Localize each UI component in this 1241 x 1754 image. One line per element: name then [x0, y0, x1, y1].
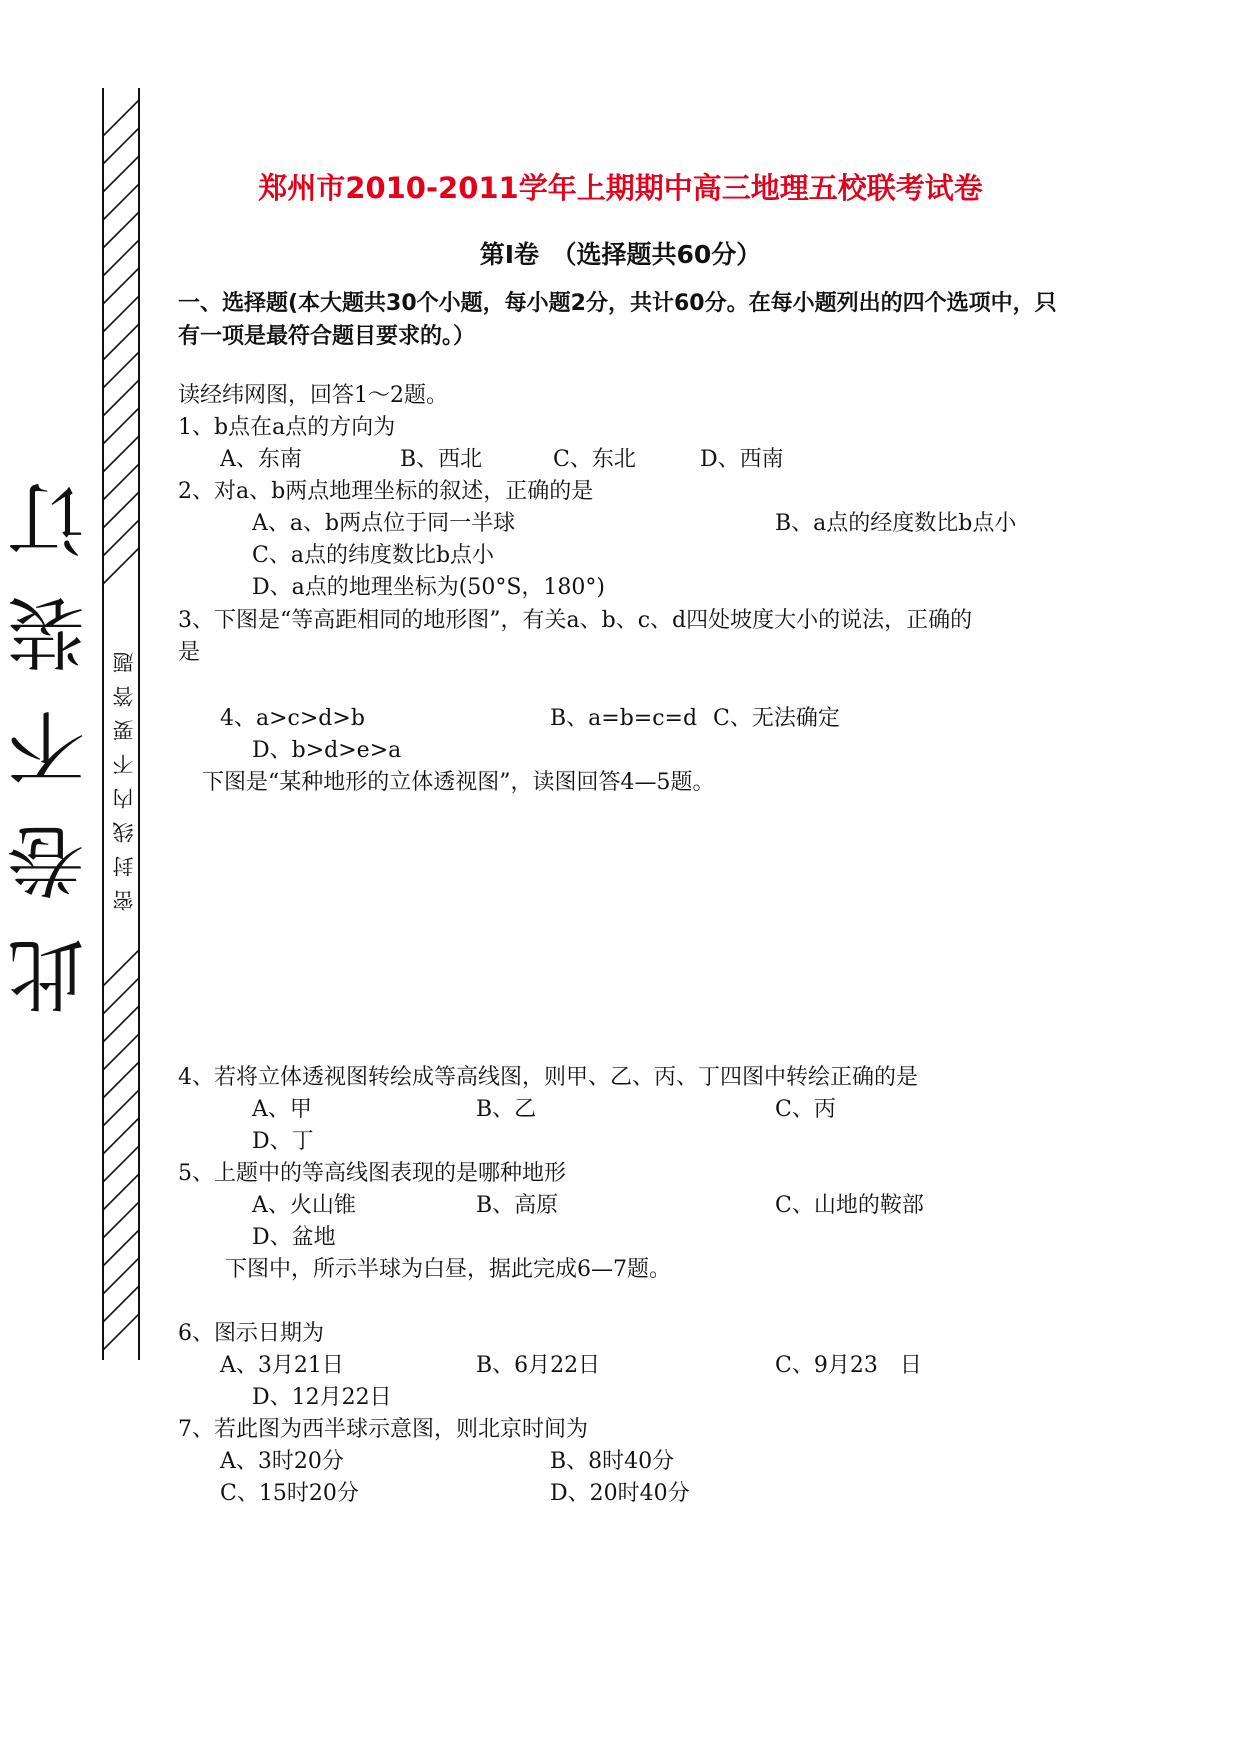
hatch-line	[103, 268, 139, 304]
q1-option-a: A、东南	[220, 447, 302, 472]
hatch-line	[103, 324, 139, 360]
q4-option-c: C、丙	[775, 1097, 836, 1122]
hatch-line	[103, 1090, 139, 1126]
q5-option-c: C、山地的鞍部	[775, 1193, 924, 1218]
q6-option-c: C、9月23 日	[775, 1353, 922, 1378]
q2-option-c: C、a点的纬度数比b点小	[252, 543, 495, 568]
q4-option-a: A、甲	[252, 1097, 312, 1122]
q6-option-d: D、12月22日	[252, 1385, 392, 1410]
hatch-line	[103, 436, 139, 472]
q2-option-d: D、a点的地理坐标为(50°S，180°)	[252, 575, 605, 600]
intro-2: 下图是“某种地形的立体透视图”，读图回答4—5题。	[202, 770, 715, 795]
intro-1: 读经纬网图，回答1～2题。	[178, 383, 448, 408]
hatch-line	[103, 1146, 139, 1182]
section-heading: 一、选择题(本大题共30个小题，每小题2分，共计60分。在每小题列出的四个选项中，只有一项是最符合题目要求的。）	[178, 291, 1057, 349]
hatch-line	[103, 1006, 139, 1042]
hatch-line	[103, 978, 139, 1014]
question-5: 5、上题中的等高线图表现的是哪种地形	[178, 1161, 566, 1186]
question-3-line2: 是	[178, 640, 201, 665]
hatch-line	[103, 380, 139, 416]
hatch-line	[103, 408, 139, 444]
q3-option-a: 4、a>c>d>b	[220, 706, 365, 731]
binding-warning-large: 此卷不装订	[8, 445, 98, 1015]
q2-option-b: B、a点的经度数比b点小	[775, 511, 1017, 536]
hatch-line	[103, 100, 139, 136]
question-6: 6、图示日期为	[178, 1321, 324, 1346]
hatch-line	[103, 1202, 139, 1238]
hatch-line	[103, 950, 139, 986]
q7-option-b: B、8时40分	[550, 1449, 675, 1474]
intro-3: 下图中，所示半球为白昼，据此完成6—7题。	[225, 1257, 671, 1282]
hatch-line	[103, 352, 139, 388]
q3-option-b: B、a=b=c=d	[550, 706, 698, 731]
hatch-line	[103, 1174, 139, 1210]
exam-subtitle: 第I卷 （选择题共60分）	[479, 240, 762, 269]
question-1: 1、b点在a点的方向为	[178, 415, 396, 440]
hatch-line	[103, 1062, 139, 1098]
question-3-line1: 3、下图是“等高距相同的地形图”，有关a、b、c、d四处坡度大小的说法，正确的	[178, 608, 973, 633]
q1-option-b: B、西北	[400, 447, 483, 472]
binding-warning-small: 密封线内不要答题	[112, 639, 136, 911]
hatch-line	[103, 548, 139, 584]
q6-option-b: B、6月22日	[476, 1353, 601, 1378]
q1-option-d: D、西南	[700, 447, 784, 472]
q5-option-a: A、火山锥	[252, 1193, 356, 1218]
q6-option-a: A、3月21日	[220, 1353, 344, 1378]
exam-title: 郑州市2010-2011学年上期期中高三地理五校联考试卷	[258, 171, 983, 205]
hatch-line	[103, 296, 139, 332]
hatch-line	[103, 1230, 139, 1266]
hatch-line	[103, 1286, 139, 1322]
question-4: 4、若将立体透视图转绘成等高线图，则甲、乙、丙、丁四图中转绘正确的是	[178, 1065, 918, 1090]
q3-option-c: C、无法确定	[713, 706, 840, 731]
hatch-line	[103, 520, 139, 556]
question-7: 7、若此图为西半球示意图，则北京时间为	[178, 1417, 588, 1442]
q1-option-c: C、东北	[553, 447, 636, 472]
question-2: 2、对a、b两点地理坐标的叙述，正确的是	[178, 479, 594, 504]
hatch-line	[103, 464, 139, 500]
hatch-line	[103, 1314, 139, 1350]
hatch-line	[103, 128, 139, 164]
hatch-line	[103, 1034, 139, 1070]
hatch-line	[103, 1118, 139, 1154]
q3-option-d: D、b>d>e>a	[252, 738, 402, 763]
q7-option-c: C、15时20分	[220, 1481, 359, 1506]
q4-option-d: D、丁	[252, 1129, 314, 1154]
hatch-line	[103, 492, 139, 528]
hatch-line	[103, 1258, 139, 1294]
q5-option-b: B、高原	[476, 1193, 559, 1218]
q4-option-b: B、乙	[476, 1097, 537, 1122]
q7-option-a: A、3时20分	[220, 1449, 344, 1474]
q7-option-d: D、20时40分	[550, 1481, 690, 1506]
q5-option-d: D、盆地	[252, 1225, 336, 1250]
q2-option-a: A、a、b两点位于同一半球	[252, 511, 516, 536]
